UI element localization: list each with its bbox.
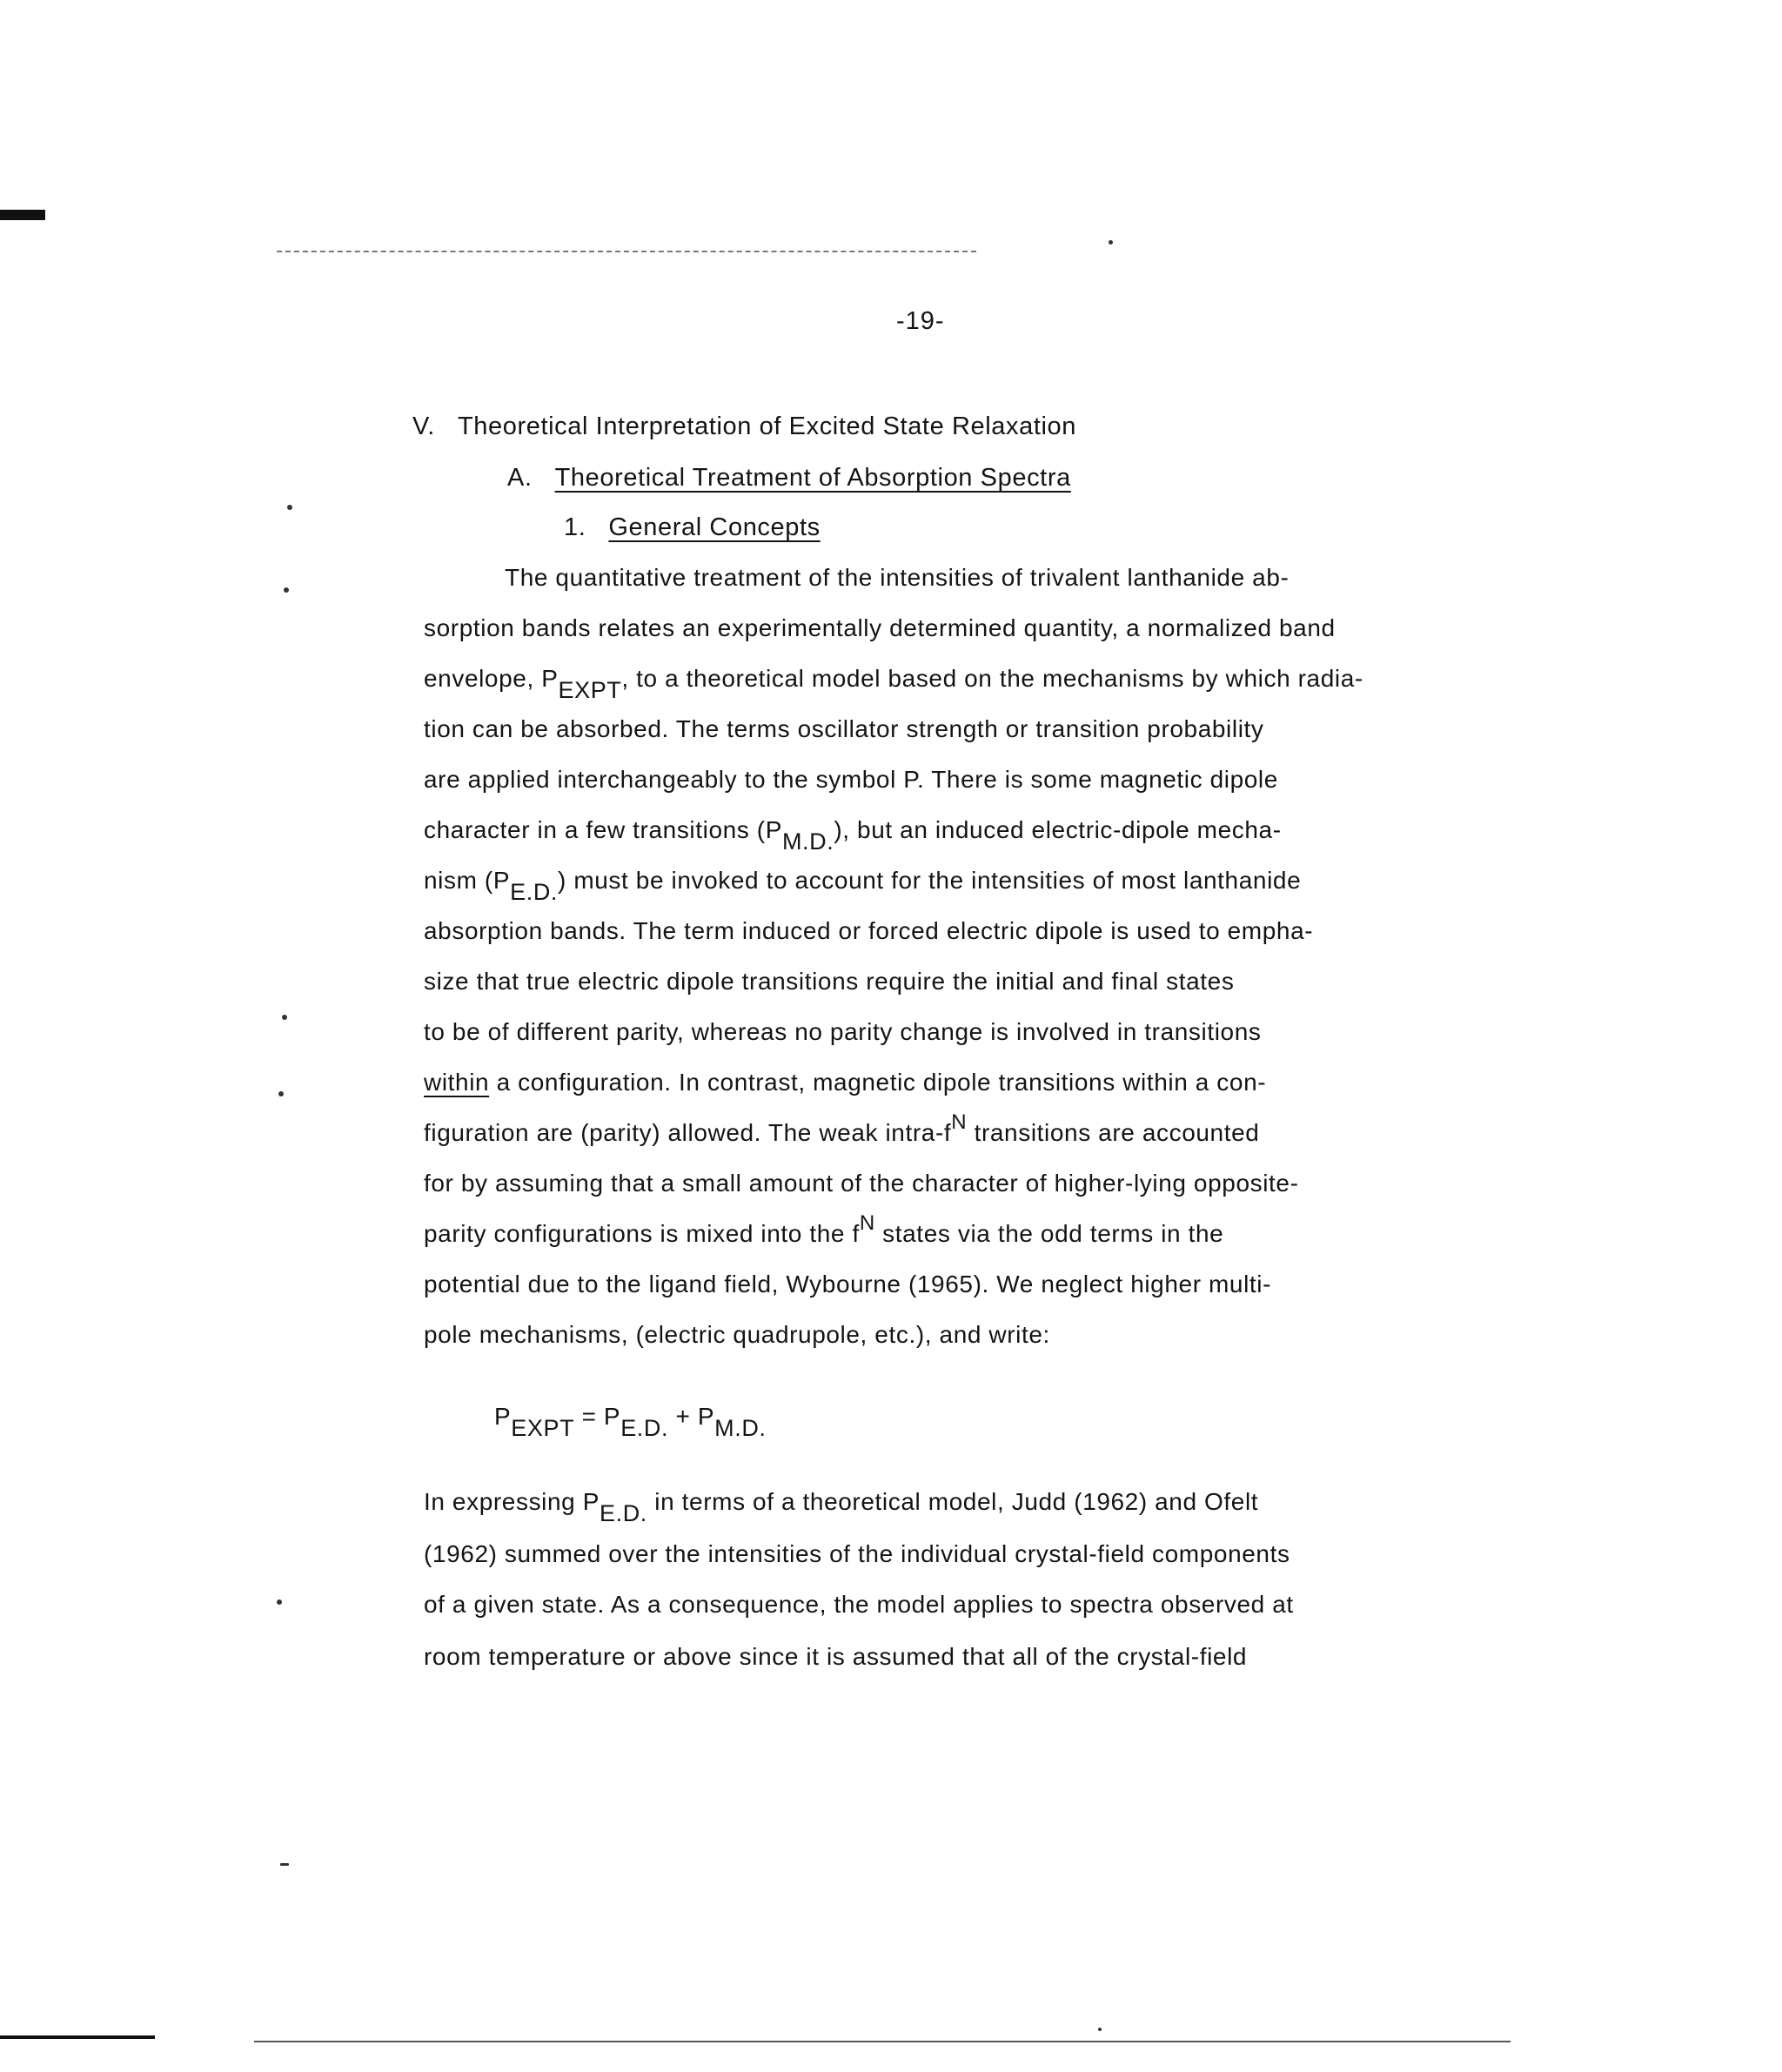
text-run: ), but an induced electric-dipole mecha- <box>834 816 1282 843</box>
subscript: E.D. <box>510 879 559 905</box>
text-run: figuration are (parity) allowed. The weak intra-f <box>424 1119 952 1146</box>
section-number: V. <box>412 412 435 440</box>
body-line: (1962) summed over the intensities of the individual crystal-field components <box>424 1540 1290 1567</box>
body-line <box>424 867 1302 905</box>
body-line: are applied interchangeably to the symbol P. There is some magnetic dipole <box>424 766 1278 793</box>
speck <box>284 587 289 593</box>
body-line: tion can be absorbed. The terms oscillator strength or transition probability <box>424 715 1264 742</box>
text-run: transitions are accounted <box>967 1119 1260 1146</box>
eq-operator: = <box>574 1403 604 1430</box>
eq-symbol: P <box>697 1403 715 1430</box>
section-title: Theoretical Interpretation of Excited State Relaxation <box>457 412 1077 440</box>
superscript: N <box>951 1110 968 1134</box>
text-run: parity configurations is mixed into the f <box>424 1220 860 1247</box>
subsubsection-heading <box>564 513 821 542</box>
scan-mark-left <box>0 210 45 220</box>
page-number: -19- <box>896 307 945 335</box>
body-line: for by assuming that a small amount of the character of higher-lying opposite- <box>424 1170 1299 1197</box>
text-run: , to a theoretical model based on the mechanisms by which radia- <box>621 665 1363 692</box>
speck <box>277 1599 282 1605</box>
body-line <box>424 1069 1266 1096</box>
body-line: The quantitative treatment of the intensities of trivalent lanthanide ab- <box>505 564 1290 591</box>
subsection-number: A. <box>507 464 533 492</box>
text-run: nism (P <box>424 867 511 894</box>
body-line: room temperature or above since it is assumed that all of the crystal-field <box>424 1643 1248 1670</box>
speck <box>1109 240 1113 245</box>
body-line <box>424 1488 1259 1526</box>
body-line <box>424 816 1282 855</box>
body-line: to be of different parity, whereas no parity change is involved in transitions <box>424 1018 1262 1045</box>
subscript: EXPT <box>558 677 622 703</box>
bottom-rule <box>254 2041 1511 2042</box>
text-run: a configuration. In contrast, magnetic dipole transitions within a con- <box>489 1069 1267 1096</box>
body-line: size that true electric dipole transitions require the initial and final states <box>424 968 1235 995</box>
subsubsection-number: 1. <box>564 513 586 541</box>
body-line: absorption bands. The term induced or forced electric dipole is used to empha- <box>424 917 1314 944</box>
text-run: ) must be invoked to account for the intensities of most lanthanide <box>558 867 1302 894</box>
section-heading <box>412 412 1076 441</box>
body-line: sorption bands relates an experimentally determined quantity, a normalized band <box>424 614 1336 641</box>
equation <box>494 1403 767 1441</box>
speck <box>282 1015 287 1020</box>
speck <box>280 1863 289 1866</box>
text-run: character in a few transitions (P <box>424 816 782 843</box>
speck <box>287 505 292 510</box>
eq-operator: + <box>668 1403 698 1430</box>
eq-symbol: P <box>603 1403 621 1430</box>
text-run: in terms of a theoretical model, Judd (1962) and Ofelt <box>646 1488 1259 1515</box>
body-line: potential due to the ligand field, Wybourne (1965). We neglect higher multi- <box>424 1271 1272 1298</box>
subsection-heading <box>507 464 1071 493</box>
top-rule <box>277 251 976 252</box>
subscript: M.D. <box>781 828 834 855</box>
emphasis-underlined: within <box>424 1069 490 1096</box>
body-line <box>424 1110 1260 1147</box>
eq-subscript: E.D. <box>620 1415 669 1441</box>
superscript: N <box>859 1211 875 1235</box>
subsection-title: Theoretical Treatment of Absorption Spectra <box>554 464 1071 492</box>
subsubsection-title: General Concepts <box>608 513 821 541</box>
scan-mark-bottom-left <box>0 2035 155 2039</box>
body-line <box>424 665 1363 703</box>
text-run: states via the odd terms in the <box>874 1220 1224 1247</box>
eq-subscript: EXPT <box>511 1415 575 1441</box>
eq-symbol: P <box>494 1403 512 1430</box>
eq-subscript: M.D. <box>714 1415 767 1441</box>
text-run: In expressing P <box>424 1488 600 1515</box>
speck <box>278 1091 284 1096</box>
body-line: of a given state. As a consequence, the model applies to spectra observed at <box>424 1591 1294 1618</box>
body-line <box>424 1211 1224 1248</box>
speck <box>1098 2028 1102 2031</box>
subscript: E.D. <box>600 1500 647 1526</box>
text-run: envelope, P <box>424 665 559 692</box>
body-line: pole mechanisms, (electric quadrupole, etc.), and write: <box>424 1321 1050 1348</box>
